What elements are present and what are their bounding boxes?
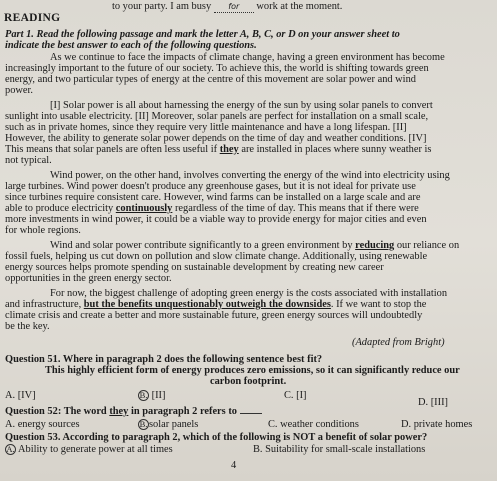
p4-line-4: opportunities in the green energy sector.	[5, 273, 172, 284]
q52-underlined-word: they	[109, 406, 129, 417]
q52-option-b[interactable]: B. solar panels	[139, 419, 199, 430]
q51-question: Question 51. Where in paragraph 2 does the following sentence best fit?	[5, 354, 323, 365]
top-line	[0, 1, 497, 13]
q51-option-c[interactable]: C. [I]	[284, 390, 307, 401]
p4-line-1: Wind and solar power contribute significantly to a green environment by reducing our reliance on	[50, 240, 460, 251]
p2-line-4: However, the ability to generate solar power depends on the time of day and weather conditions. [IV]	[5, 133, 427, 144]
underlined-benefits: but the benefits unquestionably outweigh the downsides	[83, 299, 331, 310]
p4-line-2: fossil fuels, helping us cut down on pollution and slow climate change. Additionally, using renewable	[5, 251, 428, 262]
q53-option-a[interactable]: A. Ability to generate power at all times	[6, 444, 173, 455]
p3-line-5: more investments in wind power, it could be a viable way to provide energy for major cities and even	[5, 214, 427, 225]
q52-option-a[interactable]: A. energy sources	[5, 419, 80, 430]
top-line-end: work at the moment.	[256, 1, 343, 12]
part1-title-2: indicate the best answer to each of the following questions.	[5, 40, 257, 51]
p2-line-6: not typical.	[5, 155, 52, 166]
page-number: 4	[231, 460, 237, 471]
p5-line-1: For now, the biggest challenge of adopting green energy is the costs associated with installation	[50, 288, 448, 299]
top-line-text: to your party. I am busy	[112, 1, 212, 12]
p5-line-4: be the key.	[5, 321, 50, 332]
circled-answer-b: B.	[139, 419, 148, 429]
q52-option-d[interactable]: D. private homes	[401, 419, 473, 430]
q51-sentence-2: carbon footprint.	[210, 376, 287, 387]
underlined-reducing: reducing	[355, 240, 395, 251]
marked-answer-a: A.	[6, 444, 15, 454]
p2-line-5: This means that solar panels are often less useful if they are installed in places where sunny weather is	[5, 144, 432, 155]
q51-option-a[interactable]: A. [IV]	[5, 390, 36, 401]
underlined-continuously: continuously	[115, 203, 173, 214]
q51-option-d[interactable]: D. [III]	[418, 397, 448, 408]
q53-option-b[interactable]: B. Suitability for small-scale installations	[253, 444, 426, 455]
q51-option-b[interactable]: B. [II]	[139, 390, 166, 401]
p3-line-3: since turbines require consistent care. However, wind farms can be installed on a large scale and are	[5, 192, 421, 203]
p1-line-2: increasingly important to the future of our society. To achieve this, the world is shifting towards green	[5, 63, 429, 74]
part1-title: Part 1. Read the following passage and mark the letter A, B, C, or D on your answer sheet to	[5, 29, 400, 40]
p3-line-1: Wind power, on the other hand, involves converting the energy of the wind into electricity using	[50, 170, 450, 181]
p4-line-3: energy sources helps promote spending on sustainable development by creating new career	[5, 262, 384, 273]
p3-line-2: large turbines. Wind power doesn't produce any greenhouse gases, but it is not ideal for private use	[5, 181, 416, 192]
q52-blank	[240, 413, 262, 414]
section-title: READING	[4, 12, 61, 24]
source-note: (Adapted from Bright)	[352, 337, 445, 348]
p1-line-3: energy, and two particular types of energy at the centre of this movement are solar power and wind	[5, 74, 416, 85]
q52-question: Question 52: The word they in paragraph 2 refers to	[5, 406, 497, 417]
underlined-they: they	[219, 144, 239, 155]
handwritten-answer: for	[228, 2, 240, 11]
p2-line-3: such as in private homes, since they require very little maintenance and have a long lifespan. [II]	[5, 122, 407, 133]
q52-option-c[interactable]: C. weather conditions	[268, 419, 359, 430]
q53-question: Question 53. According to paragraph 2, which of the following is NOT a benefit of solar power?	[5, 432, 428, 443]
p2-line-1: [I] Solar power is all about harnessing the energy of the sun by using solar panels to convert	[50, 100, 433, 111]
q51-sentence-1: This highly efficient form of energy produces zero emissions, so it can significantly reduce our	[45, 365, 460, 376]
p5-line-2: and infrastructure, but the benefits unquestionably outweigh the downsides. If we want to stop the	[5, 299, 427, 310]
p3-line-6: for whole regions.	[5, 225, 81, 236]
p2-line-2: sunlight into usable electricity. [II] Moreover, solar panels are perfect for installation on a small scale,	[5, 111, 429, 122]
p3-line-4: able to produce electricity continuously regardless of the time of day. This means that if there were	[5, 203, 419, 214]
p1-line-1: As we continue to face the impacts of climate change, having a green environment has become	[50, 52, 445, 63]
p5-line-3: climate crisis and create a better and more sustainable future, green energy sources will undoubtedly	[5, 310, 423, 321]
circled-answer-b: B.	[139, 390, 148, 400]
answer-blank	[214, 1, 254, 13]
p1-line-4: power.	[5, 85, 33, 96]
